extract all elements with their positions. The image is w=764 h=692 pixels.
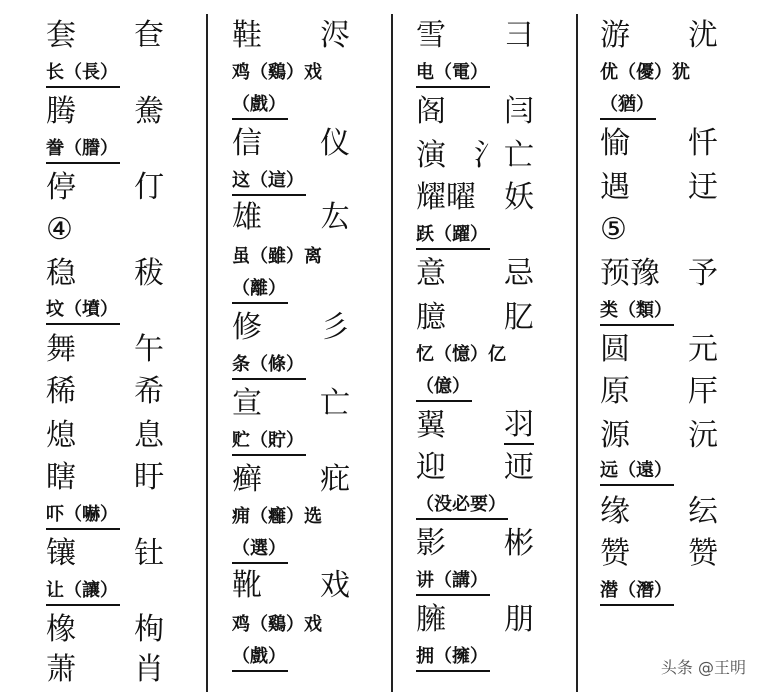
- note: 远（遠）: [600, 460, 674, 486]
- note: 吓（嚇）: [46, 504, 120, 530]
- char-pair: 镶 钍: [46, 536, 164, 571]
- char-pair: 影 彬: [416, 526, 534, 561]
- char-pair: 原 厈: [600, 374, 718, 409]
- char-pair: 赞 赞: [600, 536, 718, 571]
- char-pair: 舞 午: [46, 332, 164, 367]
- note: 坟（墳）: [46, 299, 120, 325]
- note: 鸡（鷄）戏: [232, 614, 322, 635]
- char-pair: 预豫 予: [600, 256, 718, 291]
- char-pair: 靴 戏: [232, 568, 350, 603]
- char-pair: 瞎 盱: [46, 460, 164, 495]
- char-pair: 鞋 浕: [232, 18, 350, 53]
- note: （選）: [232, 538, 288, 564]
- watermark: 头条 @王明: [660, 658, 746, 677]
- note: 这（這）: [232, 170, 306, 196]
- note: 潜（潛）: [600, 580, 674, 606]
- char-pair: 愉 忏: [600, 126, 718, 161]
- char-pair: 缘 纭: [600, 494, 718, 529]
- note: （離）: [232, 278, 288, 304]
- char-pair: 耀曜 妖: [416, 180, 534, 215]
- char-pair: 臃 朋: [416, 602, 534, 637]
- note: 类（類）: [600, 300, 674, 326]
- note: （猶）: [600, 94, 656, 120]
- char-pair: 雄 厷: [232, 200, 350, 235]
- note: 贮（貯）: [232, 430, 306, 456]
- char-pair: 意 忌: [416, 256, 534, 291]
- char-pair: 迎 迊: [416, 450, 534, 485]
- char-pair: 演 氵亡: [416, 138, 534, 173]
- note: 誊（謄）: [46, 138, 120, 164]
- char-pair: 臆 肊: [416, 300, 534, 335]
- char-pair: 停 仃: [46, 170, 164, 205]
- char-pair: 萧 肖: [46, 652, 164, 687]
- char-pair: 遇 迂: [600, 170, 718, 205]
- note: （億）: [416, 376, 472, 402]
- note: 让（讓）: [46, 580, 120, 606]
- note: 跃（躍）: [416, 224, 490, 250]
- char-pair: 稀 希: [46, 374, 164, 409]
- char-pair: 套 奆: [46, 18, 164, 53]
- note: 优（優）犹: [600, 62, 690, 83]
- note: 拥（擁）: [416, 646, 490, 672]
- char-pair: 雪 彐: [416, 18, 534, 53]
- column-divider: [576, 14, 578, 692]
- char-pair: 翼 羽: [416, 407, 534, 443]
- note: 讲（講）: [416, 570, 490, 596]
- note: 鸡（鷄）戏: [232, 62, 322, 83]
- note: 长（長）: [46, 62, 120, 88]
- char-pair: 宣 亡: [232, 386, 350, 421]
- char-pair: 游 沋: [600, 18, 718, 53]
- char-pair: 熄 息: [46, 418, 164, 453]
- note: 虽（雖）离: [232, 246, 322, 267]
- char-pair: 稳 秡: [46, 256, 164, 291]
- note: （戲）: [232, 94, 288, 120]
- char-pair: 源 沅: [600, 418, 718, 453]
- char-pair: 圆 元: [600, 332, 718, 367]
- column-divider: [391, 14, 393, 692]
- char-pair: 癣 疪: [232, 462, 350, 497]
- char-pair: 阁 闫: [416, 94, 534, 129]
- note: 痈（癰）选: [232, 506, 322, 527]
- section-marker: ⑤: [600, 212, 627, 247]
- note: 条（條）: [232, 354, 306, 380]
- note: （没必要）: [416, 494, 508, 520]
- section-marker: ④: [46, 212, 73, 247]
- note: 忆（憶）亿: [416, 344, 506, 365]
- column-divider: [206, 14, 208, 692]
- note: 电（電）: [416, 62, 490, 88]
- note: （戲）: [232, 646, 288, 672]
- char-pair: 信 仪: [232, 126, 350, 161]
- char-pair: 橡 栒: [46, 612, 164, 647]
- char-pair: 修 彡: [232, 310, 350, 345]
- char-pair: 腾 駦: [46, 94, 164, 129]
